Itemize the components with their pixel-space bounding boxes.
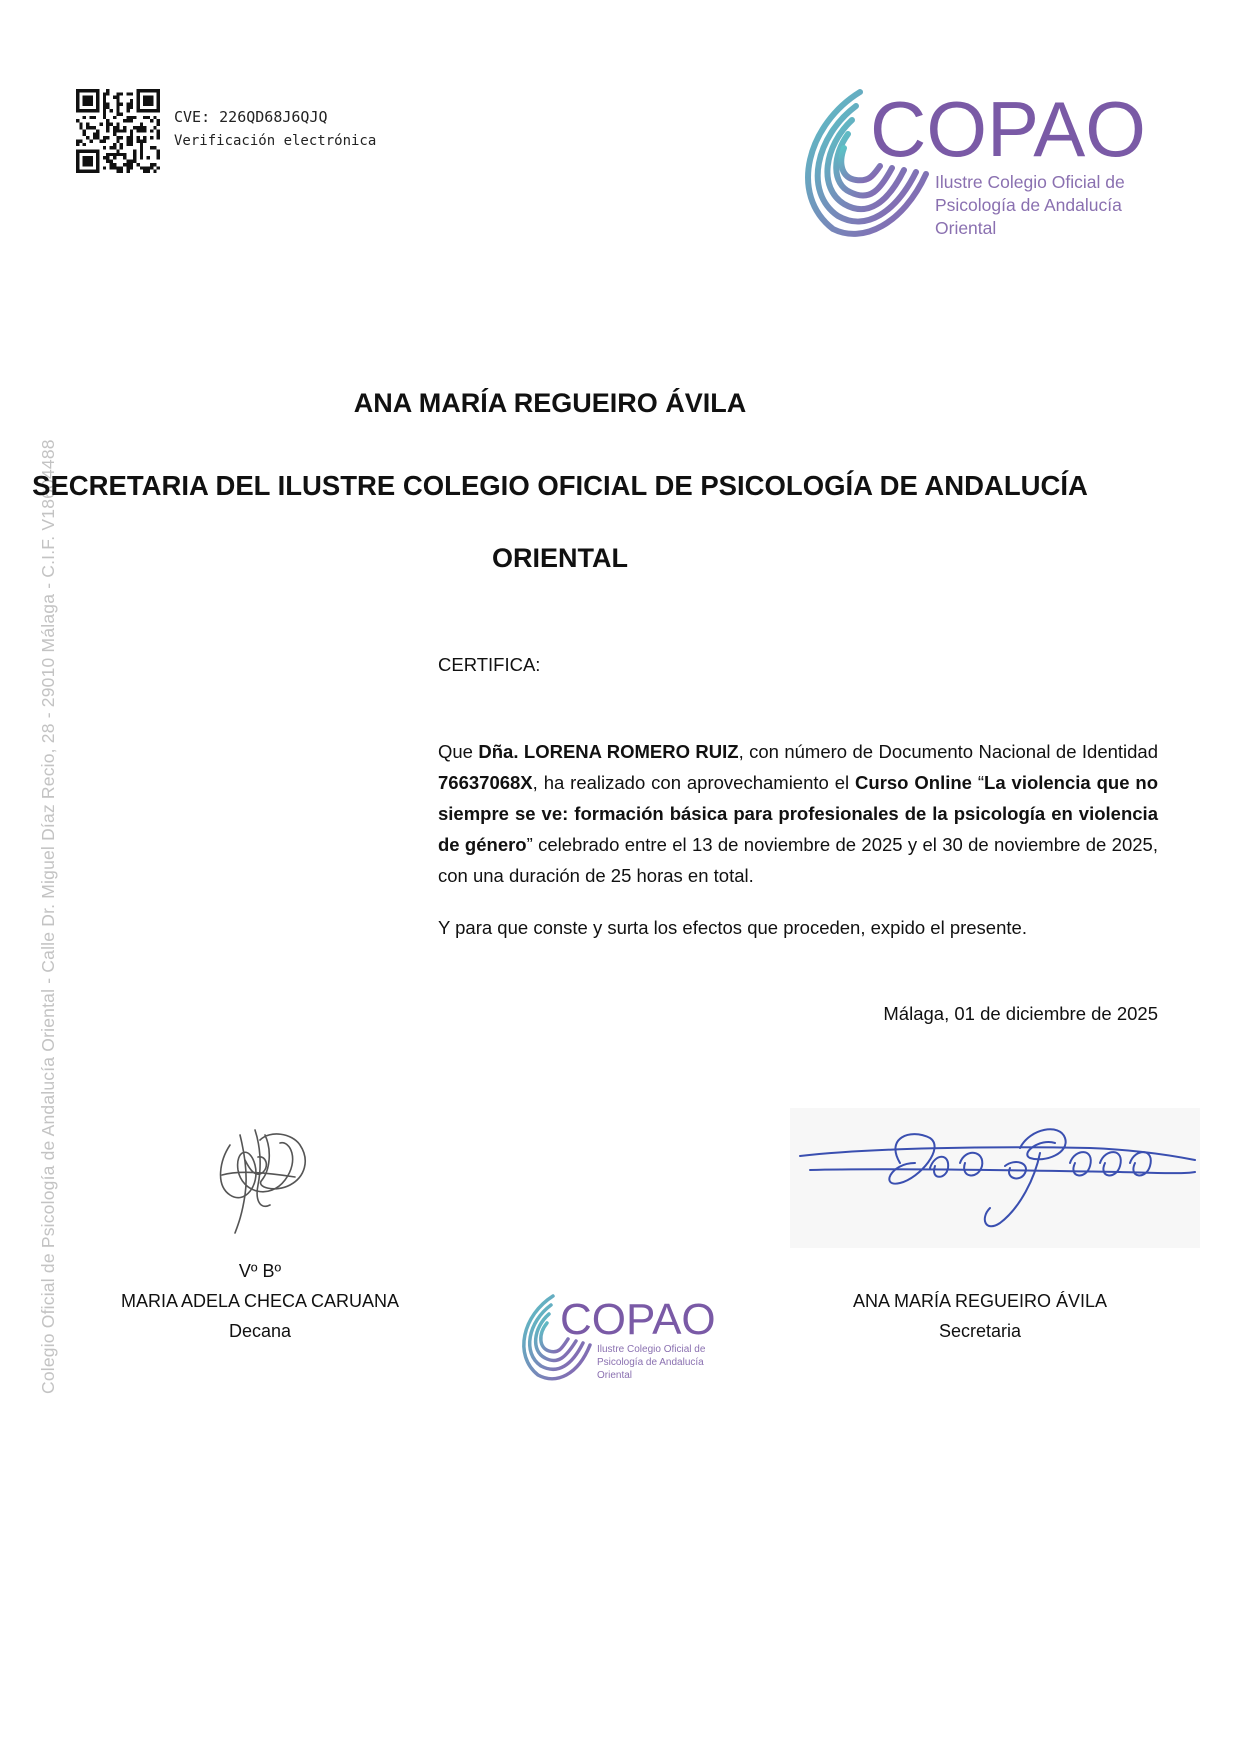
- logo-subtitle-1: Ilustre Colegio Oficial de: [935, 172, 1125, 192]
- issuer-title-line-1: SECRETARIA DEL ILUSTRE COLEGIO OFICIAL DE PSICOLOGÍA DE ANDALUCÍA: [32, 470, 1088, 501]
- side-address-text: Colegio Oficial de Psicología de Andalucía Oriental - Calle Dr. Miguel Díaz Recio, 28 - 29010 Málaga - C.I.F. V18604488: [38, 439, 58, 1394]
- decana-signature: [200, 1115, 330, 1240]
- qr-code: [76, 89, 160, 173]
- decana-name: MARIA ADELA CHECA CARUANA: [120, 1291, 400, 1311]
- logo-subtitle-3: Oriental: [935, 218, 997, 238]
- logo-small-subtitle-2: Psicología de Andalucía: [597, 1357, 704, 1368]
- p-text-1: , con número de Documento Nacional de Identidad: [738, 741, 1159, 762]
- verification-label: Verificación electrónica: [174, 133, 377, 149]
- logo-subtitle-2: Psicología de Andalucía: [935, 195, 1122, 215]
- course-type: Curso Online: [855, 772, 972, 793]
- logo-small-subtitle-1: Ilustre Colegio Oficial de: [597, 1344, 706, 1355]
- cve-code: CVE: 226QD68J6QJQ: [174, 108, 328, 126]
- p-text-2: , ha realizado con aprovechamiento el: [532, 772, 856, 793]
- p-que: Que: [438, 741, 479, 762]
- decana-role: Decana: [228, 1321, 292, 1341]
- logo-small-wordmark: COPAO: [560, 1295, 716, 1344]
- visto-bueno-label: Vº Bº: [238, 1261, 282, 1281]
- issue-date: Málaga, 01 de diciembre de 2025: [883, 1003, 1158, 1024]
- course-title: La violencia que no siempre se ve: formación básica para profesionales de la psicología en violencia de género: [438, 772, 1158, 855]
- p-text-3: ” celebrado entre el 13 de noviembre de 2025 y el 30 de noviembre de 2025, con una duración de 25 horas en total.: [438, 834, 1158, 886]
- secretaria-role: Secretaria: [938, 1321, 1022, 1341]
- secretaria-name: ANA MARÍA REGUEIRO ÁVILA: [852, 1291, 1108, 1311]
- recipient-dni: 76637068X: [438, 772, 533, 793]
- recipient-name: Dña. LORENA ROMERO RUIZ: [478, 741, 739, 762]
- closing-statement: Y para que conste y surta los efectos que proceden, expido el presente.: [438, 917, 1027, 938]
- certifica-label: CERTIFICA:: [438, 654, 541, 675]
- copao-logo-small: [508, 1290, 728, 1390]
- quote-open: “: [971, 772, 985, 793]
- logo-small-subtitle-3: Oriental: [597, 1370, 633, 1381]
- issuer-name-heading: ANA MARÍA REGUEIRO ÁVILA: [353, 388, 747, 418]
- secretaria-signature: [790, 1108, 1200, 1248]
- certificate-paragraph: [438, 736, 1158, 891]
- issuer-title-line-2: ORIENTAL: [492, 543, 628, 573]
- logo-wordmark: COPAO: [870, 85, 1146, 173]
- copao-logo: [778, 84, 1158, 244]
